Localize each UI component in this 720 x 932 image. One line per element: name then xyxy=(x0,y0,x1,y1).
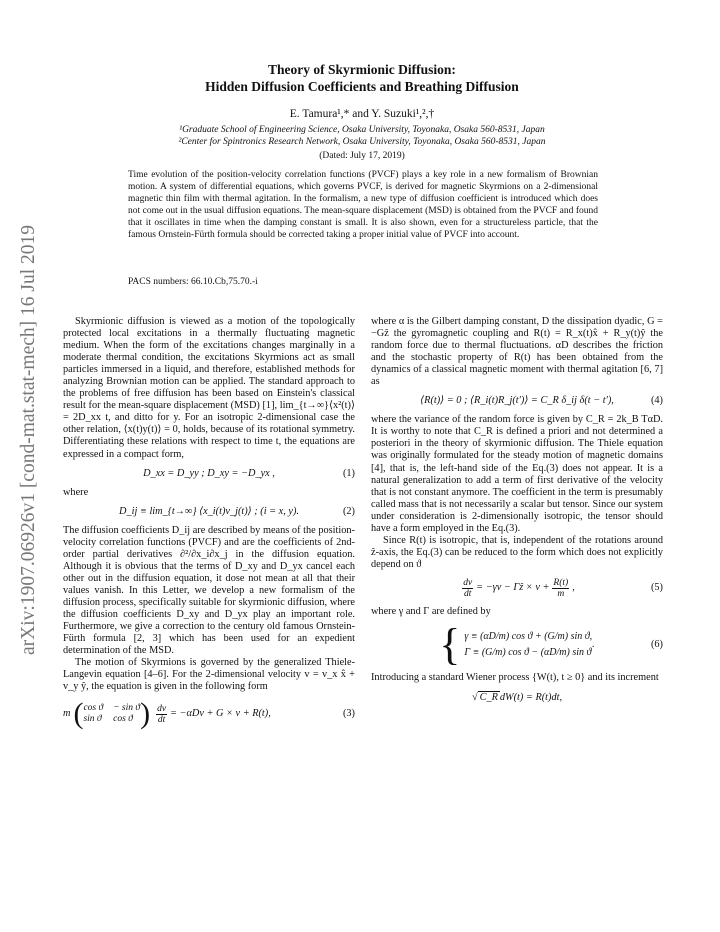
left-paragraph-2: The diffusion coefficients D_ij are described by means of the position-velocity correlation functions (PVCF) and are the coefficients of 2nd-order partial derivatives ∂²/∂x_i∂x_j in the diffusion equation. Although it is obvious that the terms of D_xy and D_yx cancel each other out in the diffusion equation, it dose not mean at all that their values vanish. In this Letter, we develop a new formalism of the diffusion process, specifically suitable for skyrmionic diffusion, where the diffusion coefficients D_xy and D_yx play an important role. Furthermore, we give a correction to the century old famous Ornstein-Fürth formula [2, 3] which has been used for an expedient determination of the MSD. xyxy=(63,524,355,657)
rotation-matrix xyxy=(73,697,151,731)
right-paragraph-1: where α is the Gilbert damping constant, D the dissipation dyadic, G = −Gẑ the gyromagnetic coupling and R(t) = R_x(t)x̂ + R_y(t)ŷ the random force due to thermal fluctuations. αD describes the friction and the stochastic property of R(t) has been obtained from the dynamics of a classical magnetic moment with thermal agitation [6, 7] as xyxy=(371,316,663,388)
fraction-denominator: m xyxy=(557,588,565,599)
equation-3-derivative xyxy=(156,704,167,725)
left-paragraph-3: The motion of Skyrmions is governed by the generalized Thiele-Langevin equation [4–6]. For the 2-dimensional velocity v = v_x x̂ + v_y ŷ, the equation is given in the following form xyxy=(63,657,355,693)
equation-6-Gamma: Γ ≡ (G/m) cos ϑ − (αD/m) sin ϑ xyxy=(464,646,592,658)
right-paragraph-2: where the variance of the random force is given by C_R = 2k_B TαD. It is worthy to note that C_R is defined a priori and not determined a posteriori in the theory of skyrmionic diffusion. The Thiele equation was originally formulated for the steady motion of magnetic domains [4], that is, the left-hand side of the Eq.(3) does not appear. It is a natural generalization to add a term of first derivative of the velocity that is not constant anymore. The coefficient in the term is presumably called mass that is not necessarily a scalar but tensor. Since our system under consideration is 2-dimensionally isotropic, the tensor should have a form employed in the Eq.(3). xyxy=(371,414,663,534)
abstract: Time evolution of the position-velocity correlation functions (PVCF) plays a key role in a new formalism of Brownian motion. A system of differential equations, which governs PVCF, is derived for magnetic Skyrmions on a 2-dimensional magnetic thin film with thermal agitation. In the formalism, a new type of diffusion coefficient is introduced which does not come out in the usual diffusion equations. The mean-square displacement (MSD) is obtained from the PVCF and found that it oscillates in time when the damping constant is small. It is also shown, even for a structureless particle, that the famous Ornstein-Fürth formula should be corrected taking a proper initial value of PVCF into account. xyxy=(128,170,598,240)
equation-5-middle: = −γv − Γẑ × v + xyxy=(476,582,550,594)
equation-7 xyxy=(371,691,663,704)
sqrt-symbol: √ xyxy=(471,691,478,703)
authors: E. Tamura¹,* and Y. Suzuki¹,²,† xyxy=(289,108,435,120)
arxiv-stamp xyxy=(6,200,46,660)
pacs-numbers: PACS numbers: 66.10.Cb,75.70.-i xyxy=(128,277,258,287)
equation-6-gamma: γ ≡ (αD/m) cos ϑ + (G/m) sin ϑ, xyxy=(464,630,593,642)
fraction-denominator: dt xyxy=(157,714,166,725)
equation-4-number: (4) xyxy=(650,395,663,407)
equation-6-system xyxy=(439,619,593,669)
equation-4 xyxy=(371,395,663,407)
fraction-numerator: dv xyxy=(157,703,167,714)
equation-2-body: D_ij ≡ lim_{t→∞} ⟨x_i(t)v_j(t)⟩ ; (i = x, y). xyxy=(119,505,299,517)
fraction-denominator: dt xyxy=(463,588,472,599)
affiliation-2: ²Center for Spintronics Research Network, Osaka University, Toyonaka, Osaka 560-8531, Japan xyxy=(178,137,546,147)
equation-6-lines xyxy=(464,631,592,659)
matrix-left-paren: ( xyxy=(73,697,84,731)
affiliation-1: ¹Graduate School of Engineering Science, Osaka University, Toyonaka, Osaka 560-8531, Japan xyxy=(179,125,545,135)
paper-title xyxy=(120,61,604,95)
left-column xyxy=(63,316,355,735)
sqrt-argument: C_R xyxy=(479,692,498,704)
equation-5-end: , xyxy=(572,582,575,594)
right-paragraph-4: Introducing a standard Wiener process {W(t), t ≥ 0} and its increment xyxy=(371,671,659,683)
arxiv-stamp-svg xyxy=(6,200,46,660)
left-brace: { xyxy=(439,619,461,669)
right-paragraph-3: Since R(t) is isotropic, that is, independent of the rotations around ẑ-axis, the Eq.(3) can be reduced to the form which does not explicitly depend on ϑ xyxy=(371,534,663,570)
title-line-1: Theory of Skyrmionic Diffusion: xyxy=(268,62,456,77)
equation-3-number: (3) xyxy=(342,708,355,720)
dated: (Dated: July 17, 2019) xyxy=(319,151,405,161)
equation-6 xyxy=(371,619,663,669)
where-text-2: where γ and Γ are defined by xyxy=(371,605,491,617)
equation-4-body: ⟨R(t)⟩ = 0 ; ⟨R_i(t)R_j(t′)⟩ = C_R δ_ij δ(t − t′), xyxy=(420,395,614,407)
equation-3 xyxy=(63,697,355,731)
equation-3-rhs: = −αDv + G × v + R(t), xyxy=(170,708,271,720)
equation-6-number: (6) xyxy=(650,638,663,650)
equation-5-number: (5) xyxy=(650,582,663,594)
matrix-cell: sin ϑ xyxy=(83,714,102,725)
where-text-1: where xyxy=(63,486,89,498)
equation-3-mass: m xyxy=(63,708,71,720)
equation-5-force-term xyxy=(552,578,569,599)
affiliations xyxy=(120,124,604,148)
matrix-cells xyxy=(83,703,140,725)
fraction-numerator: dv xyxy=(463,577,473,588)
equation-1 xyxy=(63,468,355,480)
left-paragraph-1: Skyrmionic diffusion is viewed as a motion of the topologically protected local excitations in a thermally fluctuating magnetic medium. When the form of the excitations changes marginally in a moderate thermal condition, the excitations Skyrmions act as small particles immersed in a liquid, and therefore, established methods for analyzing Brownian motion can be applied. The standard approach to the problems of free diffusion has been based on Einstein's classical result for the mean-square displacement (MSD) [1], lim_{t→∞}⟨x²(t)⟩ = 2D_xx t, and ditto for y. For an isotropic 2-dimensional case the other relation, ⟨x(t)y(t)⟩ = 0, holds, because of its rotational symmetry. Differentiating these relations with respect to time t, the equations are expressed in a compact form, xyxy=(63,316,355,460)
equation-2 xyxy=(63,506,355,518)
title-line-2: Hidden Diffusion Coefficients and Breathing Diffusion xyxy=(205,79,519,94)
equation-5 xyxy=(371,578,663,599)
matrix-right-paren: ) xyxy=(140,697,151,731)
right-column xyxy=(371,316,663,711)
equation-7-rest: dW(t) = R(t)dt, xyxy=(499,691,563,703)
fraction-numerator: R(t) xyxy=(553,577,569,588)
equation-2-number: (2) xyxy=(342,505,355,517)
matrix-cell: cos ϑ xyxy=(113,714,133,725)
equation-1-body: D_xx = D_yy ; D_xy = −D_yx , xyxy=(143,467,275,479)
equation-5-derivative xyxy=(462,578,473,599)
arxiv-stamp-text: arXiv:1907.06926v1 [cond-mat.stat-mech] 16 Jul 2019 xyxy=(18,225,39,655)
equation-1-number: (1) xyxy=(342,467,355,479)
equation-6-end: . xyxy=(592,638,595,650)
matrix-cell: − sin ϑ xyxy=(113,703,141,714)
matrix-cell: cos ϑ xyxy=(83,703,104,714)
